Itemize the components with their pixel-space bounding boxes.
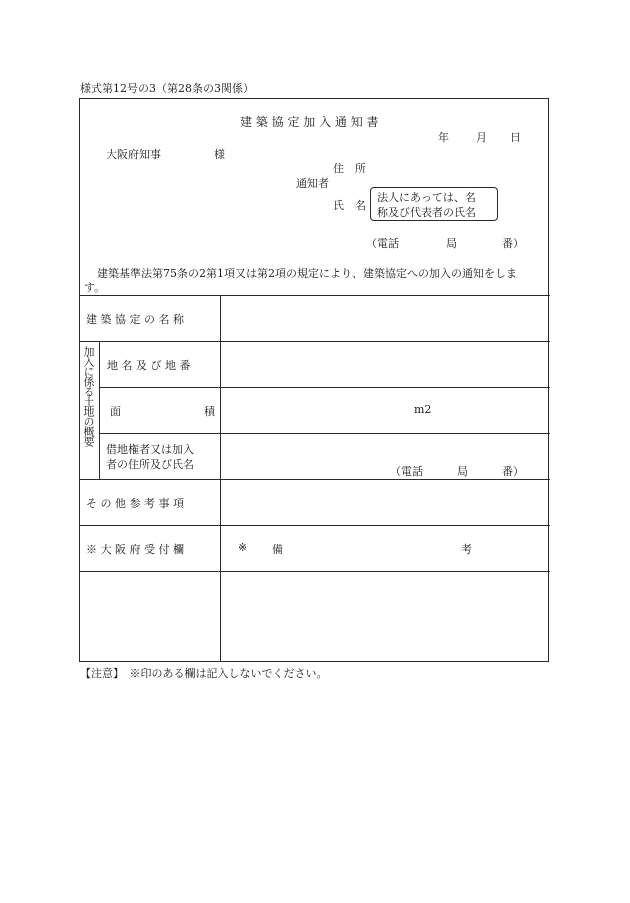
area-label-second: 積: [204, 405, 215, 418]
lease-phone-bureau: 局: [457, 465, 468, 478]
lease-phone-close: 番）: [502, 465, 524, 478]
receipt-label: ※ 大 阪 府 受 付 欄: [86, 543, 184, 556]
column-divider: [220, 295, 221, 662]
name-label: 氏 名: [333, 199, 366, 212]
divider-top: [79, 295, 550, 296]
usage-note: 【注意】 ※印のある欄は記入しないでください。: [80, 667, 328, 680]
divider-row6: [79, 571, 550, 572]
address-label: 住 所: [333, 162, 366, 175]
leaseholder-line1: 借地権者又は加入: [106, 443, 194, 456]
form-title: 建 築 協 定 加 入 通 知 書: [240, 115, 379, 129]
date-year: 年: [438, 131, 449, 144]
statement-line1: 建築基準法第75条の2第1項又は第2項の規定により、建築協定への加入の通知をしま: [97, 267, 517, 280]
divider-row1: [79, 341, 550, 342]
remarks-mark: ※: [238, 541, 248, 554]
divider-row4: [79, 479, 550, 480]
divider-row5: [79, 525, 550, 526]
addressee-honorific: 様: [214, 148, 225, 161]
phone-open: （電話: [366, 237, 399, 250]
statement-line2: す。: [84, 281, 106, 294]
land-overview-label: 加入に係る土地の概要: [82, 346, 95, 446]
other-notes-label: そ の 他 参 考 事 項: [86, 497, 184, 510]
location-label: 地 名 及 び 地 番: [107, 359, 191, 372]
notifier-label: 通知者: [296, 177, 329, 190]
addressee-governor: 大阪府知事: [106, 148, 161, 161]
divider-row3: [99, 433, 550, 434]
lease-phone-open: （電話: [390, 465, 423, 478]
date-day: 日: [510, 131, 521, 144]
area-unit: m2: [414, 403, 432, 416]
remarks-label-second: 考: [461, 543, 472, 556]
corporate-note-line2: 称及び代表者の氏名: [377, 206, 476, 219]
remarks-label-first: 備: [272, 543, 283, 556]
agreement-name-label: 建 築 協 定 の 名 称: [86, 313, 184, 326]
phone-close: 番）: [502, 237, 524, 250]
divider-row2: [99, 387, 550, 388]
form-number: 様式第12号の3（第28条の3関係）: [80, 82, 254, 95]
phone-bureau: 局: [446, 237, 457, 250]
land-group-divider: [99, 341, 100, 479]
area-label-first: 面: [110, 405, 121, 418]
date-month: 月: [476, 131, 487, 144]
corporate-note-line1: 法人にあっては、名: [377, 191, 476, 204]
leaseholder-line2: 者の住所及び氏名: [106, 458, 194, 471]
